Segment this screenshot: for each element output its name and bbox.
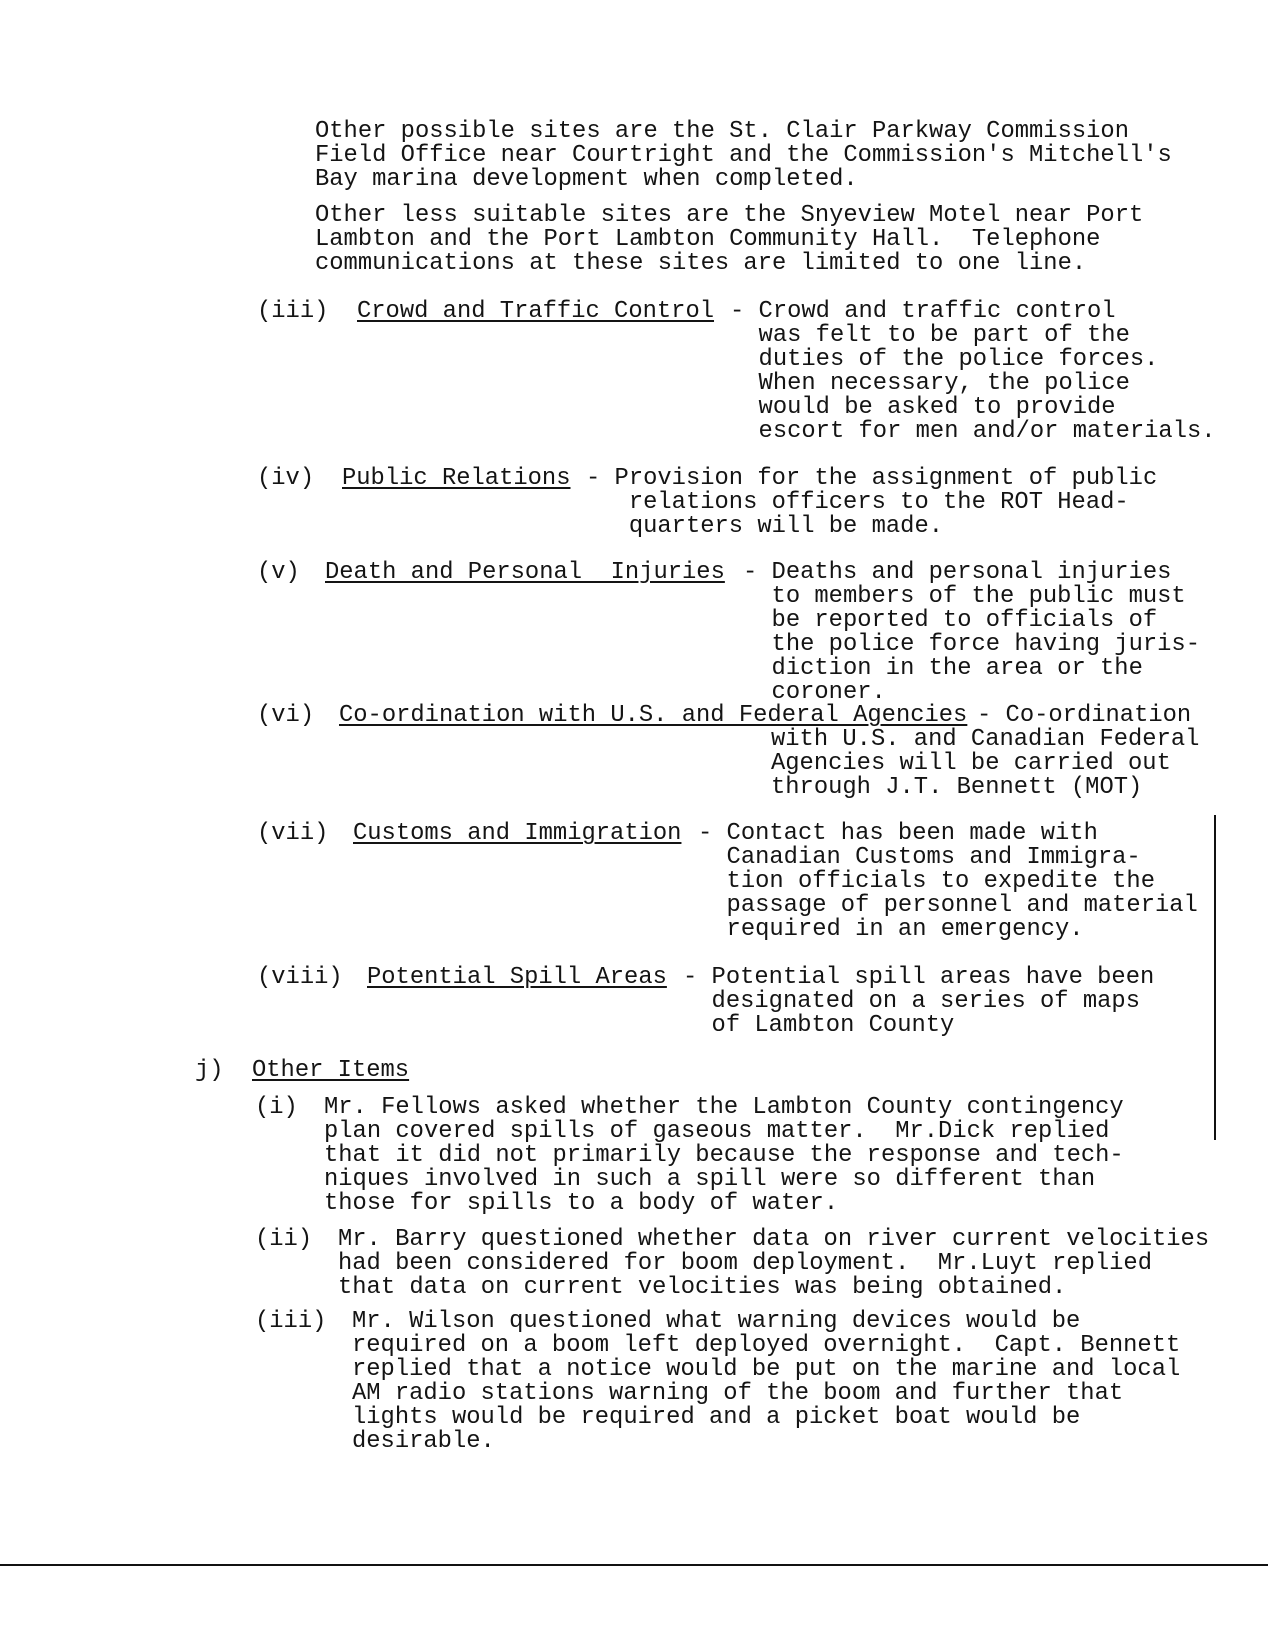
item-text-line: replied that a notice would be put on the marine and local — [352, 1356, 1181, 1383]
item-text-line: required in an emergency. — [698, 916, 1084, 943]
paragraph-line: Lambton and the Port Lambton Community Hall. Telephone — [315, 226, 1101, 253]
item-title: Public Relations — [342, 465, 571, 492]
item-number: (iii) — [255, 1308, 327, 1335]
item-number: (vii) — [257, 820, 329, 847]
item-title: Potential Spill Areas — [367, 964, 667, 991]
item-text-line: with U.S. and Canadian Federal — [771, 726, 1200, 753]
item-text-line: Canadian Customs and Immigra- — [698, 844, 1141, 871]
item-text-line: duties of the police forces. — [730, 346, 1159, 373]
item-text-line: AM radio stations warning of the boom and further that — [352, 1380, 1124, 1407]
item-text-line: to members of the public must — [743, 583, 1186, 610]
item-text-line: escort for men and/or materials. — [730, 418, 1216, 445]
paragraph-line: Field Office near Courtright and the Commission's Mitchell's — [315, 142, 1172, 169]
item-text-line: - Provision for the assignment of public — [586, 465, 1158, 492]
item-text-line: When necessary, the police — [730, 370, 1130, 397]
item-text-line: be reported to officials of — [743, 607, 1158, 634]
item-text-line: lights would be required and a picket boat would be — [352, 1404, 1081, 1431]
item-number: (v) — [257, 559, 300, 586]
item-text-line: - Co-ordination — [977, 702, 1192, 729]
item-text-line: Mr. Fellows asked whether the Lambton County contingency — [324, 1094, 1124, 1121]
item-text-line: desirable. — [352, 1428, 495, 1455]
item-text-line: tion officials to expedite the — [698, 868, 1155, 895]
item-text-line: would be asked to provide — [730, 394, 1116, 421]
item-text-line: that data on current velocities was being obtained. — [338, 1274, 1067, 1301]
item-text-line: that it did not primarily because the response and tech- — [324, 1142, 1124, 1169]
item-text-line: passage of personnel and material — [698, 892, 1198, 919]
right-margin-line — [1214, 815, 1216, 1140]
item-number: (viii) — [257, 964, 343, 991]
item-number: (ii) — [255, 1226, 313, 1253]
paragraph-line: Other possible sites are the St. Clair Parkway Commission — [315, 118, 1129, 145]
item-text-line: through J.T. Bennett (MOT) — [771, 774, 1143, 801]
item-text-line: the police force having juris- — [743, 631, 1200, 658]
item-text-line: coroner. — [743, 679, 886, 706]
item-title: Death and Personal Injuries — [325, 559, 725, 586]
section-title: Other Items — [252, 1057, 410, 1084]
item-number: (iv) — [257, 465, 315, 492]
item-text-line: - Crowd and traffic control — [730, 298, 1116, 325]
item-title: Co-ordination with U.S. and Federal Agencies — [339, 702, 968, 729]
item-text-line: Agencies will be carried out — [771, 750, 1171, 777]
item-text-line: had been considered for boom deployment. Mr.Luyt replied — [338, 1250, 1152, 1277]
paragraph-line: Other less suitable sites are the Snyeview Motel near Port — [315, 202, 1144, 229]
item-text-line: - Contact has been made with — [698, 820, 1098, 847]
paragraph-line: Bay marina development when completed. — [315, 166, 858, 193]
bottom-rule — [0, 1564, 1268, 1566]
item-text-line: diction in the area or the — [743, 655, 1143, 682]
item-title: Customs and Immigration — [353, 820, 682, 847]
item-text-line: - Potential spill areas have been — [683, 964, 1155, 991]
item-title: Crowd and Traffic Control — [357, 298, 715, 325]
item-text-line: required on a boom left deployed overnight. Capt. Bennett — [352, 1332, 1181, 1359]
section-label: j) — [195, 1057, 224, 1084]
item-text-line: relations officers to the ROT Head- — [586, 489, 1129, 516]
paragraph-line: communications at these sites are limited to one line. — [315, 250, 1087, 277]
item-text-line: designated on a series of maps — [683, 988, 1140, 1015]
item-text-line: niques involved in such a spill were so different than — [324, 1166, 1096, 1193]
item-text-line: those for spills to a body of water. — [324, 1190, 839, 1217]
item-number: (vi) — [257, 702, 315, 729]
item-text-line: - Deaths and personal injuries — [743, 559, 1172, 586]
item-text-line: was felt to be part of the — [730, 322, 1130, 349]
item-number: (i) — [255, 1094, 298, 1121]
item-text-line: of Lambton County — [683, 1012, 955, 1039]
item-text-line: plan covered spills of gaseous matter. Mr.Dick replied — [324, 1118, 1110, 1145]
item-text-line: quarters will be made. — [586, 513, 944, 540]
item-text-line: Mr. Barry questioned whether data on river current velocities — [338, 1226, 1210, 1253]
item-number: (iii) — [257, 298, 329, 325]
item-text-line: Mr. Wilson questioned what warning devices would be — [352, 1308, 1081, 1335]
